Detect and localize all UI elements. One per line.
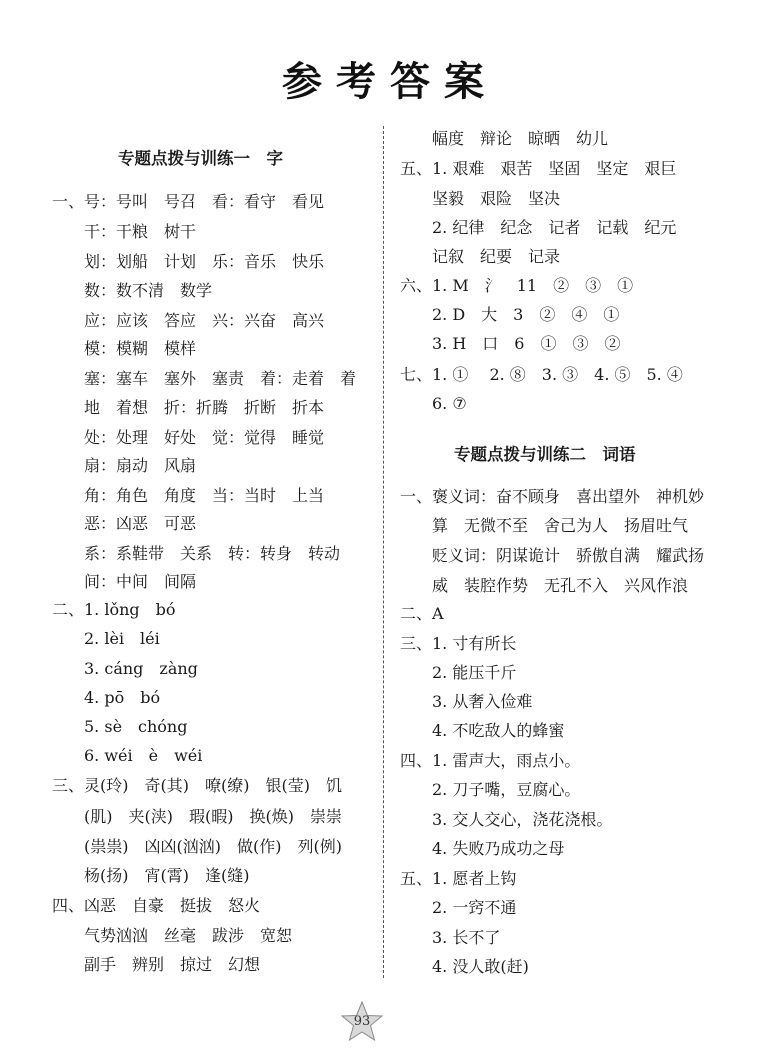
answer-line: 四、1. 雷声大，雨点小。 (400, 751, 581, 770)
answer-line: 六、1. M 氵 11 ② ③ ① (400, 276, 634, 295)
answer-line: 七、1. ① 2. ⑧ 3. ③ 4. ⑤ 5. ④ (400, 365, 683, 384)
page-number: 93 (353, 1014, 371, 1029)
answer-line: 应：应该 答应 兴：兴奋 高兴 (84, 311, 325, 330)
answer-line: 角：角色 角度 当：当时 上当 (84, 486, 325, 505)
answer-line: 威 装腔作势 无孔不入 兴风作浪 (432, 576, 689, 595)
answer-line: 恶：凶恶 可恶 (84, 514, 197, 533)
answer-line: 四、凶恶 自豪 挺拔 怒火 (52, 896, 261, 915)
answer-line: 算 无微不至 舍己为人 扬眉吐气 (432, 516, 689, 535)
answer-line: 2. 能压千斤 (432, 663, 517, 682)
answer-line: 副手 辨别 掠过 幻想 (84, 955, 261, 974)
answer-line: 扇：扇动 风扇 (84, 456, 197, 475)
answer-line: 4. 没人敢(赶) (432, 957, 529, 976)
answer-line: 2. 刀子嘴，豆腐心。 (432, 780, 581, 799)
answer-line: 一、褒义词：奋不顾身 喜出望外 神机妙 (400, 487, 705, 506)
answer-line: 6. ⑦ (432, 394, 467, 413)
answer-line: 5. sè chóng (84, 717, 188, 736)
answer-line: 三、1. 寸有所长 (400, 634, 517, 653)
answer-line: 2. lèi léi (84, 629, 160, 648)
answer-line: 二、1. lǒng bó (52, 600, 176, 619)
answer-line: 塞：塞车 塞外 塞责 着：走着 着 (84, 369, 357, 388)
answer-line: 一、号：号叫 号召 看：看守 看见 (52, 192, 325, 211)
answer-line: 三、灵(玲) 奇(其) 嘹(缭) 银(莹) 饥 (52, 776, 342, 795)
answer-line: 数：数不清 数学 (84, 281, 213, 300)
answer-line: 干：干粮 树干 (84, 222, 197, 241)
answer-line: 划：划船 计划 乐：音乐 快乐 (84, 252, 325, 271)
answer-line: 3. 长不了 (432, 928, 501, 947)
answer-line: 2. D 大 3 ② ④ ① (432, 305, 620, 324)
answer-line: 3. H 口 6 ① ③ ② (432, 334, 621, 353)
answer-line: 4. 不吃敌人的蜂蜜 (432, 721, 565, 740)
answer-line: 幅度 辩论 晾晒 幼儿 (432, 129, 609, 148)
answer-line: 3. 交人交心，浇花浇根。 (432, 810, 613, 829)
column-divider (383, 126, 384, 978)
right-section-heading: 专题点拨与训练二 词语 (454, 445, 636, 464)
left-section-heading: 专题点拨与训练一 字 (118, 149, 283, 168)
answer-line: 2. 纪律 纪念 记者 记载 纪元 (432, 218, 677, 237)
answer-line: 记叙 纪要 记录 (432, 247, 561, 266)
answer-line: 4. 失败乃成功之母 (432, 839, 565, 858)
answer-line: 3. cáng zàng (84, 659, 198, 678)
answer-line: 五、1. 艰难 艰苦 坚固 坚定 艰巨 (400, 159, 677, 178)
answer-line: 3. 从奢入俭难 (432, 692, 533, 711)
answer-line: 二、A (400, 604, 444, 623)
answer-line: 间：中间 间隔 (84, 572, 197, 591)
answer-line: (祟祟) 凶凶(汹汹) 做(作) 列(例) (84, 837, 342, 856)
answer-line: 4. pō bó (84, 688, 161, 707)
answer-line: 2. 一窍不通 (432, 898, 517, 917)
answer-line: 贬义词：阴谋诡计 骄傲自满 耀武扬 (432, 546, 705, 565)
answer-line: 五、1. 愿者上钩 (400, 869, 517, 888)
page-title: 参考答案 (282, 58, 498, 105)
answer-line: 杨(扬) 宵(霄) 逢(缝) (84, 866, 250, 885)
answer-line: 处：处理 好处 觉：觉得 睡觉 (84, 428, 325, 447)
answer-line: 气势汹汹 丝毫 跋涉 宽恕 (84, 926, 293, 945)
answer-line: 模：模糊 模样 (84, 339, 197, 358)
answer-line: 6. wéi è wéi (84, 746, 203, 765)
answer-line: (肌) 夹(浃) 瑕(暇) 换(焕) 崇崇 (84, 807, 342, 826)
answer-line: 系：系鞋带 关系 转：转身 转动 (84, 544, 341, 563)
answer-line: 地 着想 折：折腾 折断 折本 (84, 398, 325, 417)
answer-line: 坚毅 艰险 坚决 (432, 189, 561, 208)
